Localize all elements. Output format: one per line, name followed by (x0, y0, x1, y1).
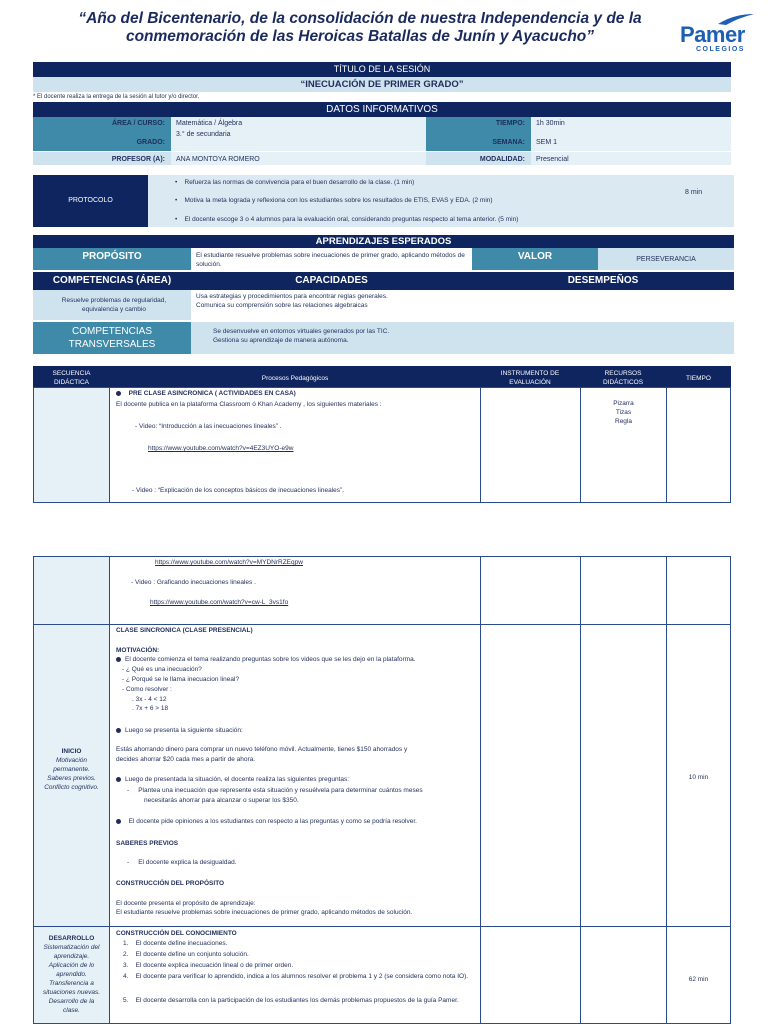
inicio-heading: CLASE SINCRONICA (CLASE PRESENCIAL) (116, 627, 253, 634)
situacion-text-1: Estás ahorrando dinero para comprar un nuevo teléfono móvil. Actualmente, tienes $150 ahorrados y (116, 746, 408, 753)
desarrollo-time: 62 min (688, 976, 709, 983)
protocolo-time: 8 min (685, 189, 703, 196)
protocolo-item-1: • Refuerza las normas de convivencia para el buen desarrollo de la clase. (1 min) (175, 179, 415, 186)
motivacion-label: MOTIVACIÓN: (116, 647, 160, 654)
desarrollo-heading: CONSTRUCCIÓN DEL CONOCIMIENTO (116, 930, 237, 937)
session-title-label: TÍTULO DE LA SESIÓN (33, 62, 731, 77)
col-recursos: RECURSOS DIDÁCTICOS (602, 370, 644, 386)
motivacion-line-5: . 3x - 4 < 12 (132, 696, 167, 703)
pre-link-2[interactable]: https://www.youtube.com/watch?v=MYDNrRZEqpw (155, 559, 303, 566)
proposito-label: PROPÓSITO (33, 248, 191, 270)
session-title: “INECUACIÓN DE PRIMER GRADO” (33, 77, 731, 92)
col-tiempo: TIEMPO (686, 375, 711, 382)
pre-video-2: - Video : “Explicación de los conceptos básicos de inecuaciones lineales”. (132, 487, 344, 494)
grado-value: 3.° de secundaria (176, 131, 231, 138)
construccion-label: CONSTRUCCIÓN DEL PROPÓSITO (116, 880, 225, 887)
construccion-2: El estudiante resuelve problemas sobre inecuaciones de primer grado, aplicando métodos de solución. (116, 909, 413, 916)
desarrollo-item-4: 4. El docente para verificar lo aprendido, indica a los alumnos resolver el problema 1 y 2 (se considera como nota IO). (123, 973, 469, 980)
desarrollo-item-3: 3. El docente explica inecuación lineal o de primer orden. (123, 962, 294, 969)
cont-tiempo-cell (666, 556, 731, 625)
pre-link-1[interactable]: https://www.youtube.com/watch?v=4EZ3UYO-e9w (148, 445, 294, 452)
opiniones: El docente pide opiniones a los estudiantes con respecto a las preguntas y como se podría resolver. (113, 815, 420, 828)
modalidad-value: Presencial (536, 156, 569, 163)
datos-heading: DATOS INFORMATIVOS (33, 102, 731, 117)
pre-link-3[interactable]: https://www.youtube.com/watch?v=cw-L_3vs1fo (150, 599, 289, 606)
preguntas-intro: Luego de presentada la situación, el docente realiza las siguientes preguntas: (113, 773, 352, 786)
motivacion-line-2: - ¿ Qué es una inecuación? (122, 666, 202, 673)
valor-text: PERSEVERANCIA (598, 248, 734, 270)
motivacion-line-4: - Como resolver : (122, 686, 172, 693)
transversal-2: Gestiona su aprendizaje de manera autónoma. (213, 337, 349, 344)
bullet-icon (116, 391, 121, 396)
saberes-label: SABERES PREVIOS (116, 840, 179, 847)
pre-heading: PRE CLASE ASINCRONICA ( ACTIVIDADES EN CASA) (113, 387, 299, 400)
cont-instrumento-cell (480, 556, 581, 625)
protocolo-label: PROTOCOLO (33, 175, 148, 227)
transversal-1: Se desenvuelve en entornos virtuales generados por las TIC. (213, 328, 390, 335)
capacidades-label: CAPACIDADES (191, 272, 472, 290)
profesor-label: PROFESOR (A): (111, 156, 165, 163)
aprendizajes-heading: APRENDIZAJES ESPERADOS (33, 235, 734, 248)
col-instrumento: INSTRUMENTO DE EVALUACIÓN (500, 370, 560, 386)
pregunta-1a: - Plantea una inecuación que represente esta situación y resuélvela para determinar cuántos meses (127, 787, 423, 794)
col-secuencia: SECUENCIA DIDÁCTICA (52, 370, 91, 386)
cont-secuencia-cell (33, 556, 110, 625)
semana-value: SEM 1 (536, 139, 558, 146)
pre-resources: Pizarra Tizas Regla (613, 400, 634, 425)
area-value: Matemática / Álgebra (176, 120, 243, 127)
grado-label: GRADO: (136, 139, 165, 146)
pre-intro: El docente publica en la plataforma Classroom ó Khan Academy , los siguientes materiales : (116, 401, 382, 408)
header-title: “Año del Bicentenario, de la consolidación de nuestra Independencia y de la conmemoración de las Heroicas Batallas de Junín y Ayacucho” (78, 10, 642, 45)
bullet-icon (116, 777, 121, 782)
construccion-1: El docente presenta el propósito de aprendizaje: (116, 900, 256, 907)
capacidad-1: Usa estrategias y procedimientos para encontrar reglas generales. (196, 293, 388, 300)
pamer-logo: Pamer COLEGIOS (676, 12, 756, 56)
motivacion-line-6: . 7x + 6 > 18 (132, 705, 169, 712)
col-procesos: Procesos Pedagógicos (261, 375, 329, 382)
bullet-icon (116, 819, 121, 824)
competencia-text: Resuelve problemas de regularidad, equivalencia y cambio (61, 297, 167, 313)
semana-label: SEMANA: (492, 139, 525, 146)
bullet-icon (116, 728, 121, 733)
bullet-icon (116, 657, 121, 662)
inicio-instrumento-cell (480, 624, 581, 927)
protocolo-item-3: • El docente escoge 3 o 4 alumnos para la evaluación oral, considerando preguntas respecto al tema anterior. (5 min) (175, 216, 519, 223)
pre-secuencia-cell (33, 387, 110, 503)
inicio-recursos-cell (580, 624, 667, 927)
pre-instrumento-cell (480, 387, 581, 503)
pre-video-3: - Video : Graficando inecuaciones lineales . (131, 579, 256, 586)
tiempo-value: 1h 30min (536, 120, 565, 127)
pre-video-1: - Video: “Introducción a las inecuaciones lineales” . (135, 423, 282, 430)
modalidad-label: MODALIDAD: (479, 156, 525, 163)
desarrollo-item-5: 5. El docente desarrolla con la participación de los estudiantes los demás problemas propuestos de la guía Pamer. (123, 997, 459, 1004)
desarrollo-instrumento-cell (480, 926, 581, 1024)
transversales-label: COMPETENCIAS TRANSVERSALES (33, 322, 191, 354)
valor-label: VALOR (472, 248, 598, 270)
pregunta-1b: necesitarás ahorrar para alcanzar o superar los $350. (144, 797, 299, 804)
desarrollo-item-1: 1. El docente define inecuaciones. (123, 940, 228, 947)
desarrollo-label: DESARROLLO Sistematización del aprendizaje. Aplicación de lo aprendido. Transferencia a situaciones nuevas. Desarrollo de la clase. (42, 935, 101, 1014)
area-label: ÁREA / CURSO: (111, 120, 165, 127)
protocolo-item-2: • Motiva la meta lograda y reflexiona con los estudiantes sobre los resultados de ETIS, EVAS y EDA. (2 min) (175, 197, 493, 204)
desarrollo-recursos-cell (580, 926, 667, 1024)
competencias-label: COMPETENCIAS (ÁREA) (33, 272, 191, 290)
capacidad-2: Comunica su comprensión sobre las relaciones algebraicas (196, 302, 368, 309)
motivacion-line-3: - ¿ Porqué se le llama inecuacion lineal? (122, 676, 240, 683)
desempenos-label: DESEMPEÑOS (472, 272, 734, 290)
tiempo-label: TIEMPO: (495, 120, 525, 127)
session-note: * El docente realiza la entrega de la sesión al tutor y/o director. (33, 94, 200, 100)
situacion-text-2: decides ahorrar $20 cada mes a partir de ahora. (116, 756, 256, 763)
inicio-time: 10 min (688, 774, 709, 781)
proposito-text: El estudiante resuelve problemas sobre inecuaciones de primer grado, aplicando métodos de solución. (196, 252, 465, 268)
desarrollo-item-2: 2. El docente define un conjunto solución. (123, 951, 249, 958)
profesor-value: ANA MONTOYA ROMERO (176, 156, 260, 163)
saberes-1: - El docente explica la desigualdad. (127, 859, 237, 866)
inicio-label: INICIO Motivación permanente. Saberes previos. Conflicto cognitivo. (44, 748, 99, 791)
cont-recursos-cell (580, 556, 667, 625)
pre-tiempo-cell (666, 387, 731, 503)
motivacion-line-1: El docente comienza el tema realizando preguntas sobre los videos que se les dejo en la plataforma. (113, 653, 419, 666)
situacion-intro: Luego se presenta la siguiente situación: (113, 724, 246, 737)
